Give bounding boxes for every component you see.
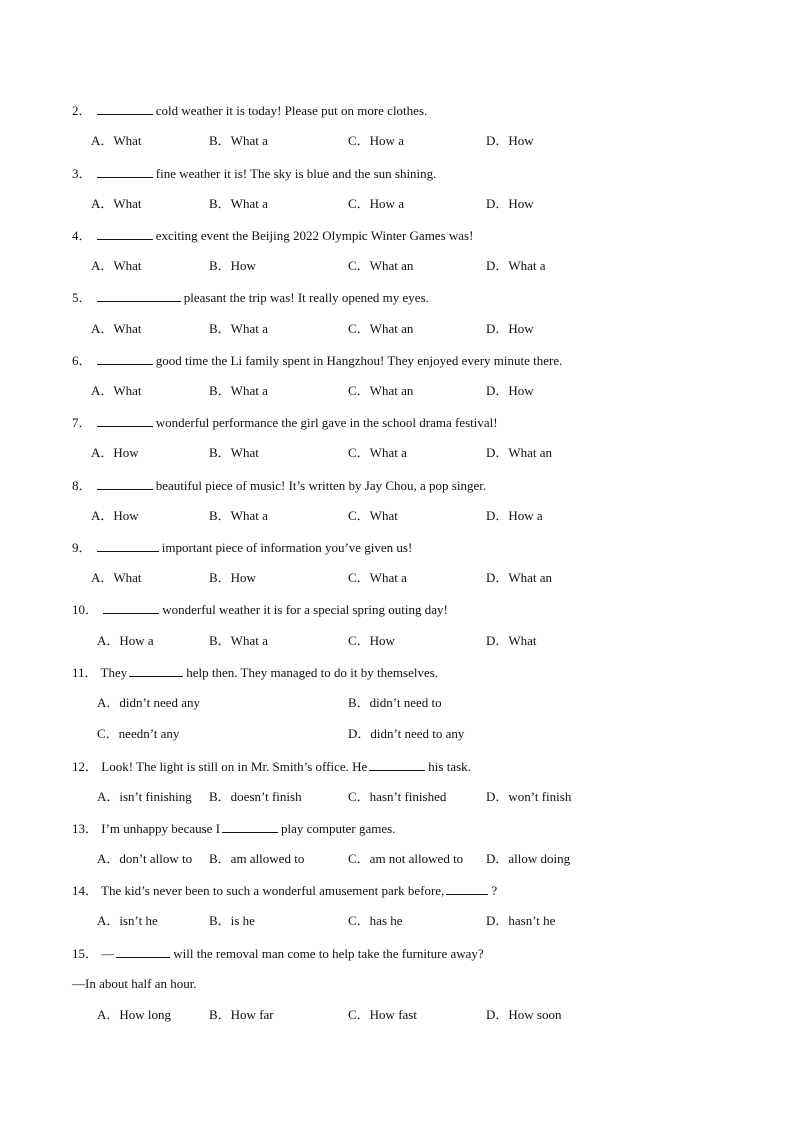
option-a[interactable]: A．How (91, 445, 139, 460)
option-b[interactable]: B．am allowed to (209, 851, 305, 866)
answer-blank[interactable] (97, 477, 153, 490)
question-text-before: The kid’s never been to such a wonderful amusement park before, (101, 883, 445, 898)
question-text-before: I’m unhappy because I (101, 821, 221, 836)
question-4 (72, 227, 473, 244)
question-text: play computer games. (281, 821, 396, 836)
option-a[interactable]: A．How long (97, 1007, 172, 1022)
option-d[interactable]: D．How (486, 133, 534, 148)
option-b[interactable]: B．What a (209, 508, 268, 523)
question-text: beautiful piece of music! It’s written by Jay Chou, a pop singer. (155, 478, 487, 493)
option-d[interactable]: D．How (486, 196, 534, 211)
answer-blank[interactable] (222, 820, 278, 833)
question-number: 13． (72, 821, 99, 836)
question-number: 7． (72, 415, 92, 430)
question-15 (72, 945, 484, 962)
option-b[interactable]: B．What a (209, 383, 268, 398)
question-text: good time the Li family spent in Hangzhou! They enjoyed every minute there. (155, 353, 563, 368)
answer-blank[interactable] (103, 601, 159, 614)
option-a[interactable]: A．don’t allow to (97, 851, 193, 866)
option-c[interactable]: C．What a (348, 445, 407, 460)
option-b[interactable]: B．didn’t need to (348, 695, 442, 710)
option-b[interactable]: B．How (209, 258, 256, 273)
option-d[interactable]: D．How soon (486, 1007, 562, 1022)
question-3 (72, 165, 436, 182)
option-d[interactable]: D．What an (486, 445, 553, 460)
option-a[interactable]: A．isn’t finishing (97, 789, 192, 804)
question-12 (72, 758, 471, 775)
question-8 (72, 477, 486, 494)
answer-blank[interactable] (97, 289, 181, 302)
question-number: 14． (72, 883, 99, 898)
option-a[interactable]: A．What (91, 383, 142, 398)
option-d[interactable]: D．won’t finish (486, 789, 572, 804)
question-number: 4． (72, 228, 92, 243)
answer-blank[interactable] (369, 758, 425, 771)
question-number: 15． (72, 946, 99, 961)
question-7 (72, 414, 498, 431)
option-a[interactable]: A．What (91, 570, 142, 585)
option-b[interactable]: B．What a (209, 196, 268, 211)
answer-blank[interactable] (97, 414, 153, 427)
question-text: pleasant the trip was! It really opened my eyes. (183, 290, 429, 305)
option-a[interactable]: A．How (91, 508, 139, 523)
option-c[interactable]: C．am not allowed to (348, 851, 464, 866)
question-text: will the removal man come to help take the furniture away? (173, 946, 484, 961)
option-d[interactable]: D．What (486, 633, 537, 648)
question-text: help then. They managed to do it by themselves. (186, 665, 439, 680)
option-b[interactable]: B．What a (209, 633, 268, 648)
dialogue-reply: —In about half an hour. (72, 976, 197, 991)
question-number: 12． (72, 759, 99, 774)
question-text: important piece of information you’ve given us! (161, 540, 413, 555)
option-d[interactable]: D．hasn’t he (486, 913, 556, 928)
option-c[interactable]: C．How fast (348, 1007, 417, 1022)
question-text-before: Look! The light is still on in Mr. Smith’s office. He (101, 759, 368, 774)
question-text-before: They (100, 665, 128, 680)
option-c[interactable]: C．What an (348, 321, 414, 336)
question-text: his task. (428, 759, 471, 774)
answer-blank[interactable] (97, 352, 153, 365)
question-number: 10． (72, 602, 99, 617)
answer-blank[interactable] (446, 882, 488, 895)
option-c[interactable]: C．What (348, 508, 398, 523)
question-number: 6． (72, 353, 92, 368)
option-d[interactable]: D．How (486, 383, 534, 398)
question-number: 8． (72, 478, 92, 493)
option-a[interactable]: A．What (91, 196, 142, 211)
answer-blank[interactable] (97, 539, 159, 552)
option-c[interactable]: C．What a (348, 570, 407, 585)
question-5 (72, 289, 429, 306)
option-a[interactable]: A．What (91, 133, 142, 148)
answer-blank[interactable] (97, 102, 153, 115)
question-9 (72, 539, 412, 556)
question-text: fine weather it is! The sky is blue and the sun shining. (155, 166, 437, 181)
question-11 (72, 664, 438, 681)
option-c[interactable]: C．hasn’t finished (348, 789, 447, 804)
option-b[interactable]: B．What a (209, 321, 268, 336)
option-d[interactable]: D．How a (486, 508, 543, 523)
option-c[interactable]: C．needn’t any (97, 726, 180, 741)
option-c[interactable]: C．What an (348, 258, 414, 273)
question-10 (72, 601, 448, 618)
option-d[interactable]: D．How (486, 321, 534, 336)
question-text-before: — (101, 946, 115, 961)
question-text: cold weather it is today! Please put on more clothes. (155, 103, 428, 118)
option-a[interactable]: A．What (91, 321, 142, 336)
question-text: wonderful weather it is for a special spring outing day! (162, 602, 448, 617)
option-b[interactable]: B．is he (209, 913, 255, 928)
question-text: ? (491, 883, 498, 898)
option-a[interactable]: A．isn’t he (97, 913, 158, 928)
question-14 (72, 882, 497, 899)
option-b[interactable]: B．How (209, 570, 256, 585)
question-number: 3． (72, 166, 92, 181)
question-number: 2． (72, 103, 92, 118)
question-number: 5． (72, 290, 92, 305)
question-text: exciting event the Beijing 2022 Olympic Winter Games was! (155, 228, 474, 243)
answer-blank[interactable] (116, 945, 170, 958)
option-a[interactable]: A．How a (97, 633, 154, 648)
question-13 (72, 820, 395, 837)
option-a[interactable]: A．didn’t need any (97, 695, 201, 710)
option-b[interactable]: B．What a (209, 133, 268, 148)
question-number: 9． (72, 540, 92, 555)
question-number: 11． (72, 665, 98, 680)
answer-blank[interactable] (97, 227, 153, 240)
option-c[interactable]: C．How (348, 633, 395, 648)
option-b[interactable]: B．What (209, 445, 259, 460)
answer-blank[interactable] (129, 664, 183, 677)
question-text: wonderful performance the girl gave in the school drama festival! (155, 415, 498, 430)
answer-blank[interactable] (97, 165, 153, 178)
question-6 (72, 352, 562, 369)
option-d[interactable]: D．allow doing (486, 851, 571, 866)
question-2 (72, 102, 427, 119)
option-c[interactable]: C．has he (348, 913, 403, 928)
option-c[interactable]: C．How a (348, 133, 404, 148)
option-b[interactable]: B．doesn’t finish (209, 789, 302, 804)
option-c[interactable]: C．What an (348, 383, 414, 398)
option-d[interactable]: D．What an (486, 570, 553, 585)
option-b[interactable]: B．How far (209, 1007, 274, 1022)
option-d[interactable]: D．didn’t need to any (348, 726, 465, 741)
option-d[interactable]: D．What a (486, 258, 546, 273)
option-c[interactable]: C．How a (348, 196, 404, 211)
option-a[interactable]: A．What (91, 258, 142, 273)
